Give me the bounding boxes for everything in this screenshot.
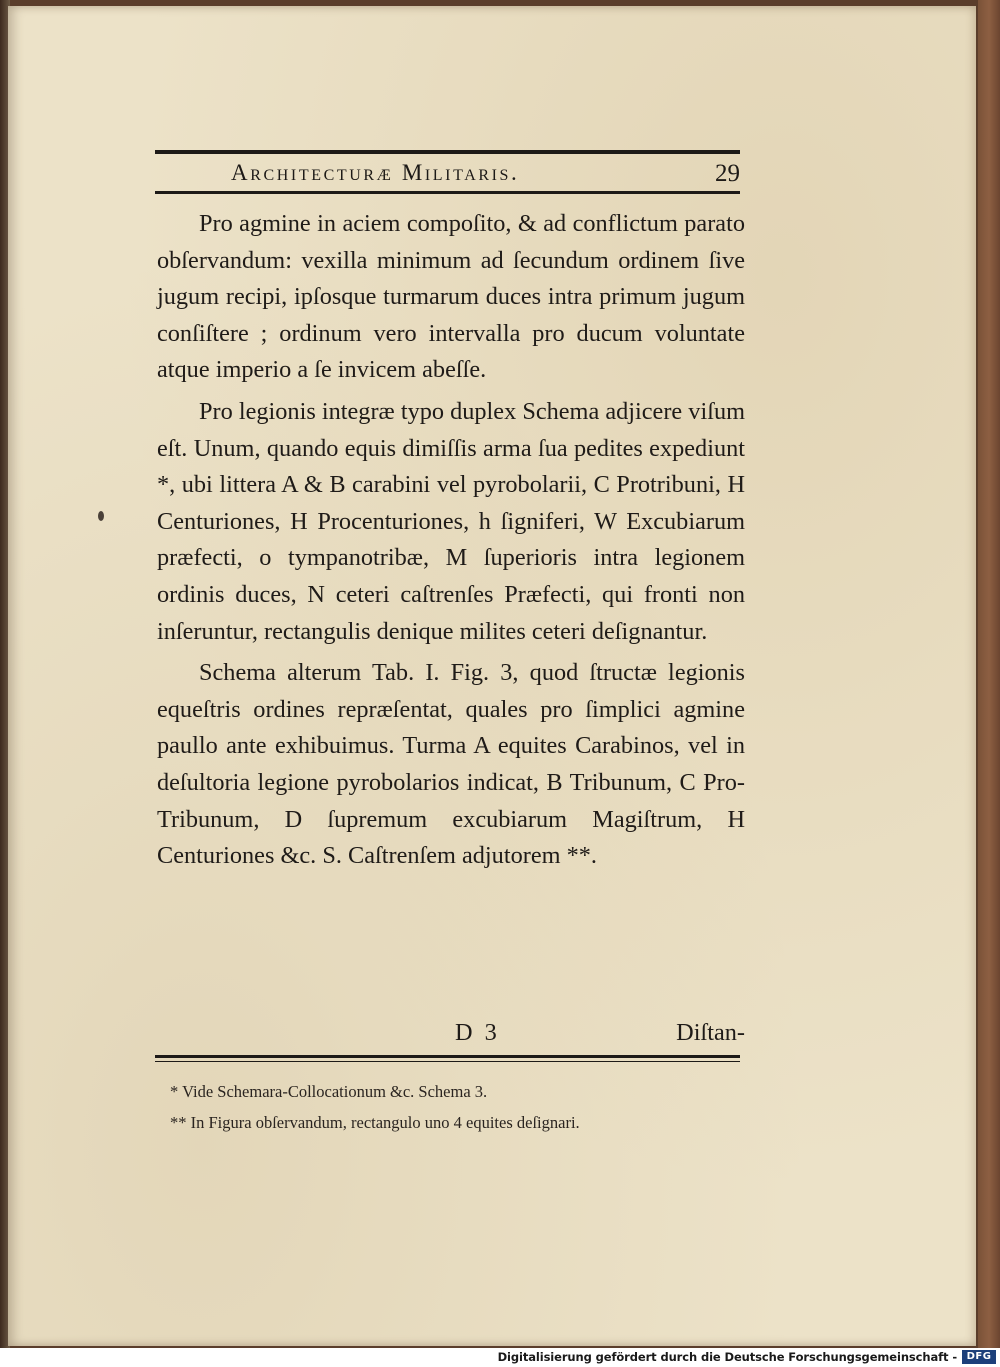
footnotes — [170, 1076, 745, 1138]
footnote-rule — [155, 1055, 740, 1058]
ink-stain — [98, 511, 104, 521]
paragraph: Pro agmine in aciem compoſito, & ad conflictum parato obſervandum: vexilla minimum ad ſecundum ordinem ſive jugum recipi, ipſosque turmarum duces intra primum jugum conſiſtere ; ordinum vero intervalla pro ducum voluntate atque imperio a ſe invicem abeſſe. — [157, 210, 745, 384]
book-cover-edge — [978, 0, 1000, 1348]
header-top-rule — [155, 150, 740, 154]
header-bottom-rule — [155, 191, 740, 194]
main-text — [157, 206, 745, 880]
paragraph: Schema alterum Tab. I. Fig. 3, quod ſtructæ legionis equeſtris ordines repræſentat, quales pro ſimplici agmine paullo ante exhibuimus. Turma A equites Carabinos, vel in deſultoria legione pyrobolarios indicat, B Tribunum, C Pro-Tribunum, D ſupremum excubiarum Magiſtrum, H Centuriones &c. S. Caſtrenſem adjutorem **. — [157, 659, 745, 870]
page-header — [155, 158, 740, 190]
dfg-logo-icon: DFG — [962, 1350, 996, 1364]
credit-text: Digitalisierung gefördert durch die Deutsche Forschungsgemeinschaft - — [497, 1350, 957, 1364]
paragraph: Pro legionis integræ typo duplex Schema adjicere viſum eſt. Unum, quando equis dimiſſis arma ſua pedites expediunt *, ubi littera A & B carabini vel pyrobolarii, C Protribuni, H Centuriones, H Procenturiones, h ſigniferi, W Excubiarum præfecti, o tympanotribæ, M ſuperioris intra legionem ordinis duces, N ceteri caſtrenſes Præfecti, qui fronti non inſeruntur, rectangulis denique milites ceteri deſignantur. — [157, 397, 745, 645]
page-number: 29 — [715, 160, 740, 187]
digitization-credit-bar — [0, 1348, 1000, 1367]
footnote: * Vide Schemara-Collocationum &c. Schema 3. — [170, 1082, 488, 1101]
catchword: Diſtan- — [676, 1019, 745, 1046]
footnote-rule-thin — [155, 1061, 740, 1062]
footnote: ** In Figura obſervandum, rectangulo uno 4 equites deſignari. — [170, 1113, 580, 1132]
catchline — [157, 1019, 745, 1053]
running-title: Architecturæ Militaris. — [231, 160, 520, 185]
signature-mark: D 3 — [455, 1019, 500, 1046]
